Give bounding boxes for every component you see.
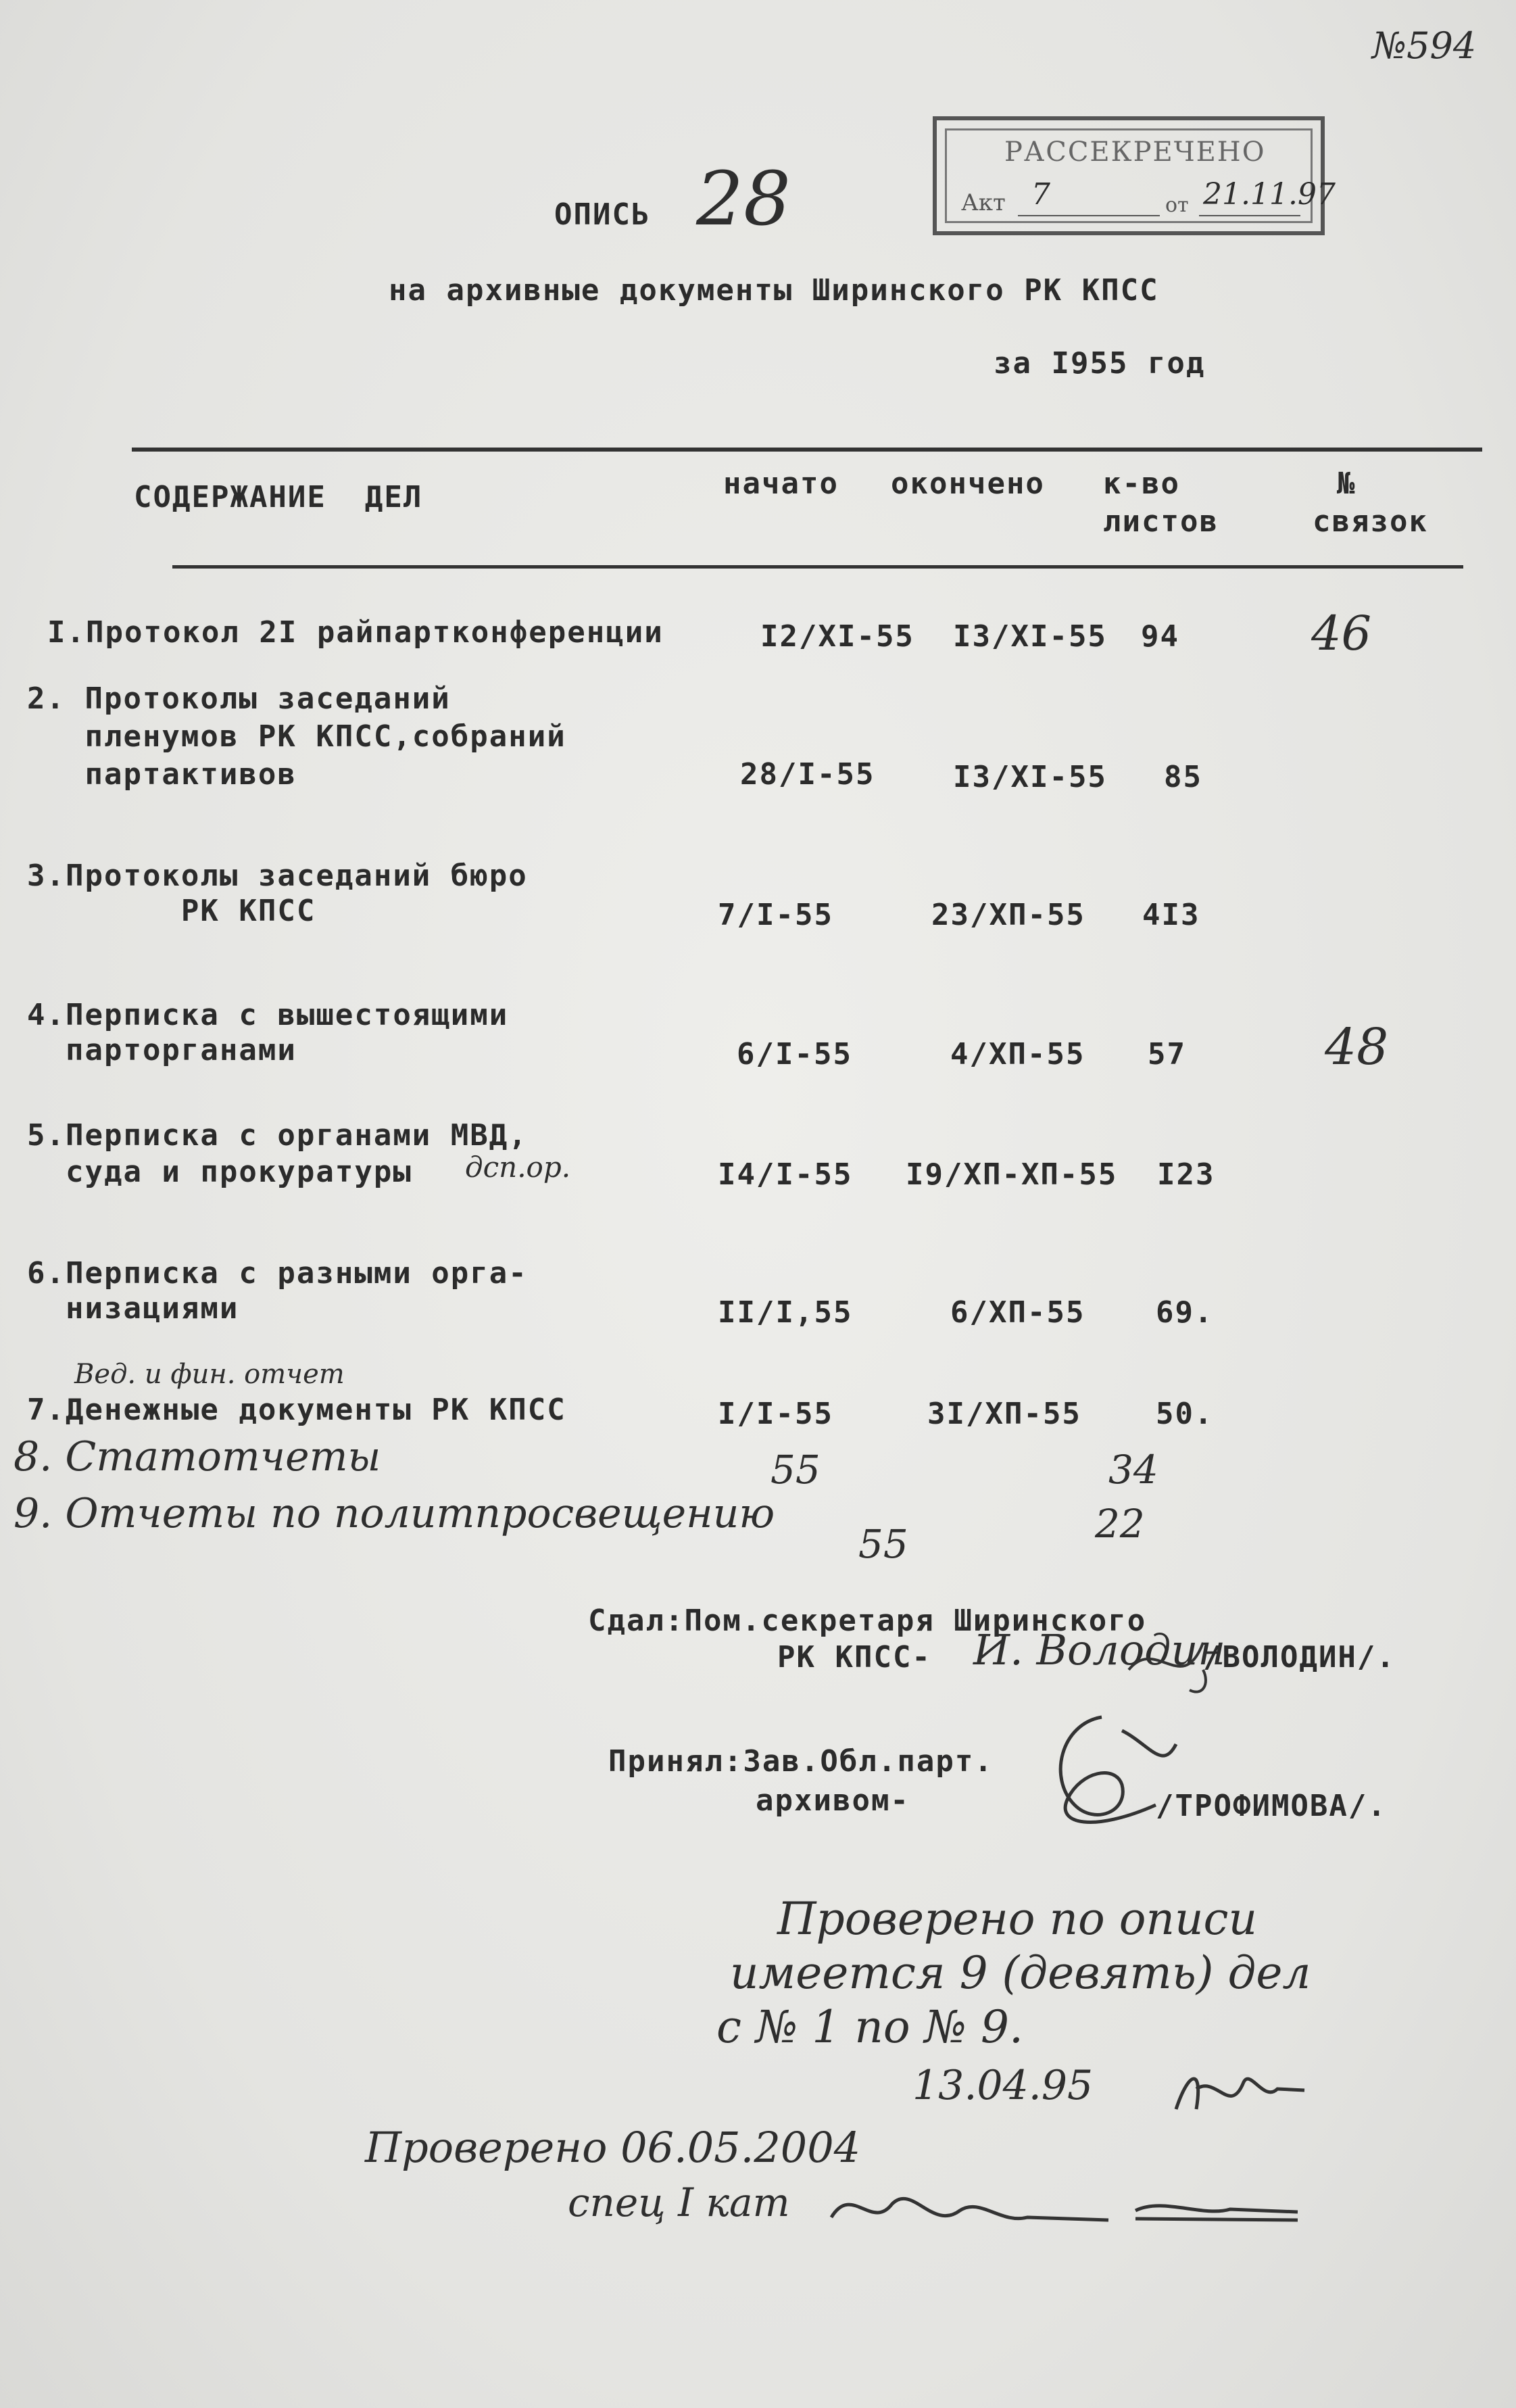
row-4-sheets: 57 xyxy=(1148,1037,1186,1071)
row-4-finished: 4/XП-55 xyxy=(950,1037,1085,1071)
row-6-started: II/I,55 xyxy=(718,1295,853,1330)
document-subtitle: на архивные документы Ширинского РК КПСС xyxy=(389,273,1159,308)
row-3-started: 7/I-55 xyxy=(718,898,833,932)
declassified-stamp xyxy=(933,116,1336,235)
row-8-started: 55 xyxy=(771,1447,821,1493)
row-7-sheets: 50. xyxy=(1156,1397,1214,1431)
stamp-title: РАССЕКРЕЧЕНО xyxy=(1004,137,1266,168)
check-note-2-line-2: спец I кат xyxy=(568,2180,790,2225)
document-year: за I955 год xyxy=(994,346,1206,381)
header-bundle-2: связок xyxy=(1313,504,1428,539)
row-7-finished: 3I/XП-55 xyxy=(927,1397,1081,1431)
row-1-finished: I3/XI-55 xyxy=(953,619,1107,654)
row-2-title-line-2: пленумов РК КПСС,собраний xyxy=(27,719,566,754)
handed-name: /ВОЛОДИН/. xyxy=(1203,1640,1396,1675)
row-6-finished: 6/XП-55 xyxy=(950,1295,1085,1330)
header-count-1: к-во xyxy=(1103,466,1180,501)
row-9-sheets: 22 xyxy=(1095,1501,1145,1547)
check-note-signature xyxy=(1163,2055,1311,2136)
row-1-title: I.Протокол 2I райпартконференции xyxy=(47,615,664,650)
row-6-title-line-1: 6.Перписка с разными орга- xyxy=(27,1256,528,1291)
row-2-started: 28/I-55 xyxy=(740,757,875,792)
row-5-finished: I9/XП-XП-55 xyxy=(906,1157,1118,1192)
check-note-2-line-1: Проверено 06.05.2004 xyxy=(365,2123,861,2172)
row-7-started: I/I-55 xyxy=(718,1397,833,1431)
table-header-rule xyxy=(172,565,1463,569)
row-7-note: Вед. и фин. отчет xyxy=(74,1359,345,1390)
row-7-title: 7.Денежные документы РК КПСС xyxy=(27,1393,566,1427)
check-note-line-3: с № 1 по № 9. xyxy=(716,2001,1023,2053)
stamp-act-number: 7 xyxy=(1031,177,1050,212)
row-9-started: 55 xyxy=(858,1521,908,1567)
received-signature xyxy=(1021,1704,1190,1839)
header-started: начато xyxy=(723,466,839,501)
opis-label: ОПИСЬ xyxy=(554,197,651,232)
handed-signature: И. Володин xyxy=(973,1625,1226,1675)
row-3-finished: 23/XП-55 xyxy=(931,898,1085,932)
row-8-sheets: 34 xyxy=(1108,1447,1158,1493)
row-1-started: I2/XI-55 xyxy=(760,619,914,654)
header-content: СОДЕРЖАНИЕ ДЕЛ xyxy=(134,480,423,514)
check-note-2-signature xyxy=(825,2177,1311,2251)
row-3-title-line-1: 3.Протоколы заседаний бюро xyxy=(27,859,528,893)
row-2-title-line-1: 2. Протоколы заседаний xyxy=(27,681,451,716)
row-5-sheets: I23 xyxy=(1157,1157,1215,1192)
header-bundle-1: № xyxy=(1337,466,1356,501)
check-note-date: 13.04.95 xyxy=(912,2062,1094,2109)
row-4-title-line-2: парторганами xyxy=(27,1033,297,1067)
row-4-started: 6/I-55 xyxy=(737,1037,852,1071)
received-line-1: Принял:Зав.Обл.парт. xyxy=(608,1744,994,1779)
opis-number: 28 xyxy=(696,155,791,242)
row-3-title-line-2: РК КПСС xyxy=(27,894,316,928)
row-3-sheets: 4I3 xyxy=(1142,898,1200,932)
table-top-rule xyxy=(132,448,1482,452)
row-5-title-line-1: 5.Перписка с органами МВД, xyxy=(27,1118,528,1153)
stamp-act-label: Акт xyxy=(961,189,1006,216)
row-4-title-line-1: 4.Перписка с вышестоящими xyxy=(27,998,509,1032)
row-5-title-line-2: суда и прокуратуры xyxy=(27,1155,412,1189)
row-8-title: 8. Статотчеты xyxy=(14,1433,381,1480)
corner-number: №594 xyxy=(1372,24,1477,67)
row-6-title-line-2: низациями xyxy=(27,1291,239,1326)
row-1-bundle: 46 xyxy=(1311,606,1372,661)
row-9-title: 9. Отчеты по политпросвещению xyxy=(14,1490,775,1537)
handed-line-1: Сдал:Пом.секретаря Ширинского xyxy=(588,1604,1147,1638)
handed-line-2: РК КПСС- xyxy=(777,1640,931,1675)
received-name: /ТРОФИМОВА/. xyxy=(1156,1789,1387,1823)
check-note-line-2: имеется 9 (девять) дел xyxy=(730,1947,1311,1999)
stamp-date: 21.11.97 xyxy=(1203,177,1336,212)
row-4-bundle: 48 xyxy=(1325,1018,1389,1076)
check-note-line-1: Проверено по описи xyxy=(777,1893,1257,1945)
row-1-sheets: 94 xyxy=(1141,619,1179,654)
row-5-note: дсп.ор. xyxy=(465,1151,571,1184)
row-2-sheets: 85 xyxy=(1164,760,1202,794)
row-5-started: I4/I-55 xyxy=(718,1157,853,1192)
header-finished: окончено xyxy=(891,466,1045,501)
row-6-sheets: 69. xyxy=(1156,1295,1214,1330)
row-2-finished: I3/XI-55 xyxy=(953,760,1107,794)
header-count-2: листов xyxy=(1103,504,1219,539)
stamp-date-label: от xyxy=(1165,193,1189,217)
handed-signature-flourish xyxy=(1122,1629,1217,1710)
received-line-2: архивом- xyxy=(756,1783,910,1818)
row-2-title-line-3: партактивов xyxy=(27,757,297,792)
